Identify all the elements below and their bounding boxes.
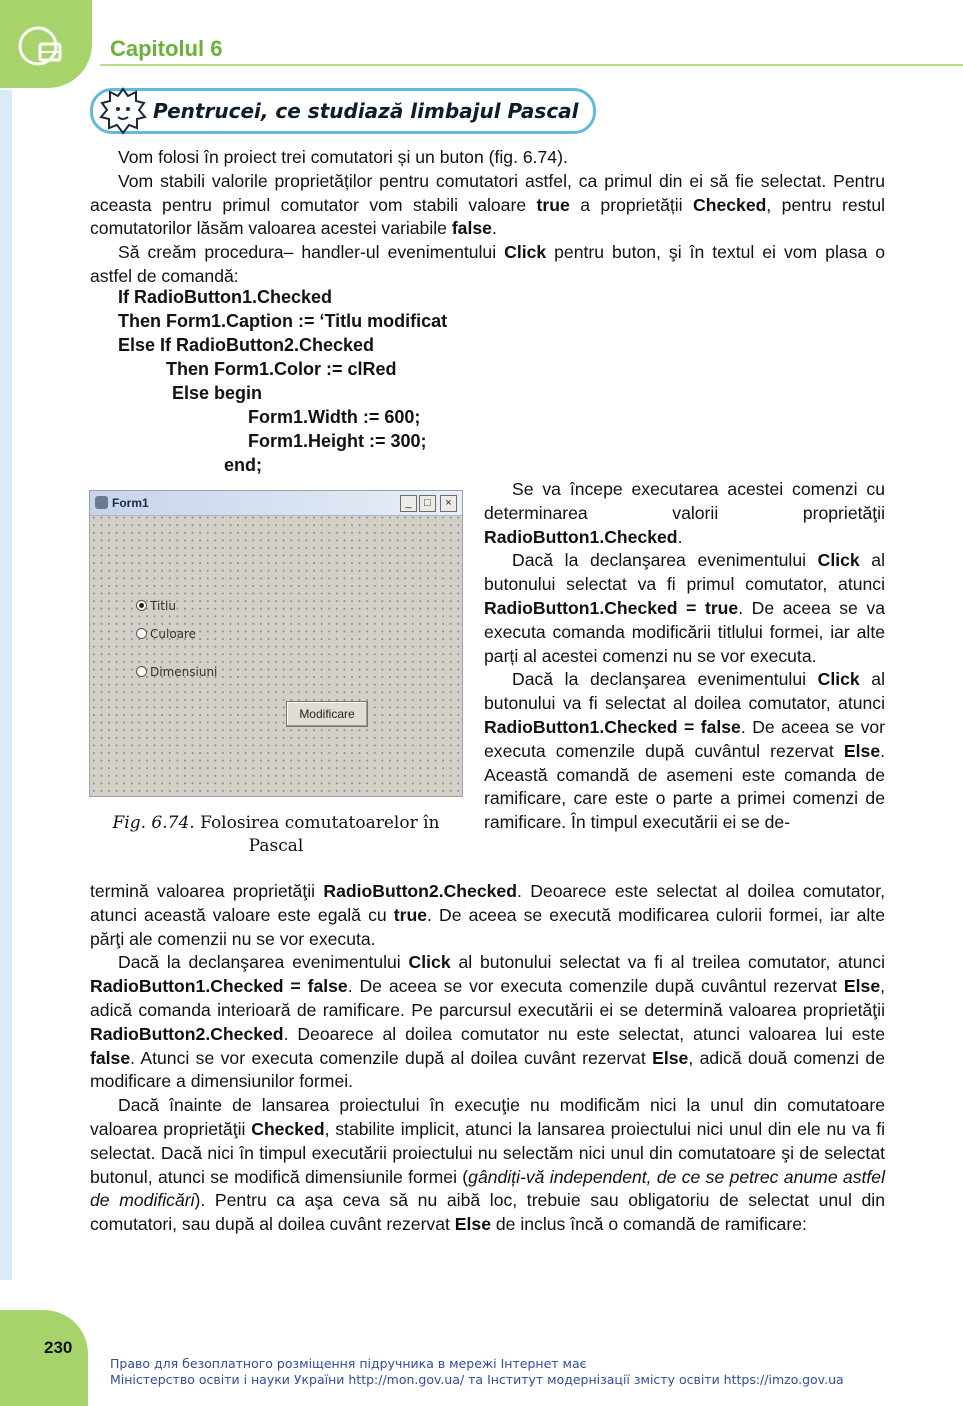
radio-empty-icon (136, 628, 147, 639)
paragraph: Dacă la declanşarea evenimentului Click al butonului selectat va fi al treilea comutator, atunci RadioButton1.Checked = false. De aceea se vor executa comenzile după cuvântul rezervat Else, adică comanda interioară de ramificare. Pe parcursul executării ei se determină valoarea proprietăţii RadioButton2.Checked. Deoarece al doilea comutator nu este selectat, atunci valoarea lui este false. Atunci se vor executa comenzile după al doilea cuvânt rezervat Else, adică două comenzi de modificare a dimensiunilor formei. (90, 952, 885, 1092)
close-icon[interactable]: × (440, 495, 457, 512)
section-title: Pentrucei, ce studiază limbajul Pascal (153, 99, 579, 123)
caption-number: Fig. 6.74. (112, 813, 195, 833)
paragraph: Să creăm procedura– handler-ul evenimentului Click pentru buton, şi în textul ei vom plasa o astfel de comandă: (90, 242, 885, 286)
page-number: 230 (44, 1338, 73, 1357)
radio-label: Titlu (150, 599, 176, 613)
code-line: Form1.Width := 600; (248, 407, 421, 427)
radio-empty-icon (136, 666, 147, 677)
minimize-icon[interactable]: _ (400, 495, 417, 512)
radio-selected-icon (136, 600, 147, 611)
section-banner (90, 88, 596, 134)
chapter-title: Capitolul 6 (110, 36, 223, 61)
modificare-button[interactable]: Modificare (286, 701, 368, 727)
footer-line: Міністерство освіти і науки України http://mon.gov.ua/ та Інститут модернізації змісту освіти https://imzo.gov.ua (110, 1372, 844, 1387)
chapter-corner-tab (0, 0, 92, 88)
app-icon (95, 496, 108, 509)
paragraph: Dacă la declanşarea evenimentului Click al butonului selectat va fi primul comutator, atunci RadioButton1.Checked = true. De aceea se va executa comanda modificării titlului formei, iar alte parți al acestei comenzi nu se vor executa. (484, 550, 885, 666)
footer-note (110, 1356, 844, 1388)
code-line: Form1.Height := 300; (248, 431, 427, 451)
form1-window (89, 490, 463, 797)
paragraph: Dacă la declanşarea evenimentului Click al butonului va fi selectat al doilea comutator, atunci RadioButton1.Checked = false. De aceea se vor executa comenzile după cuvântul rezervat Else. Această comandă de asemeni este comanda de ramificare, care este o parte a primei comenzi de ramificare. În timpul executării ei se de- (484, 669, 886, 833)
radio-titlu[interactable] (136, 599, 176, 613)
code-line: end; (224, 455, 262, 475)
radio-dimensiuni[interactable] (136, 665, 217, 679)
header-divider (100, 64, 963, 66)
radio-culoare[interactable] (136, 627, 196, 641)
paragraph: termină valoarea proprietăţii RadioButton2.Checked. Deoarece este selectat al doilea comutator, atunci această valoare este egală cu true. De aceea se execută modificarea culorii formei, iar alte părţi ale comenzii nu se vor executa. (90, 881, 885, 949)
caption-text: Folosirea comutatoarelor în Pascal (200, 813, 440, 856)
radio-label: Culoare (150, 627, 197, 641)
side-text (484, 478, 885, 835)
code-line: Else If RadioButton2.Checked (118, 335, 375, 355)
window-title: Form1 (112, 496, 149, 510)
margin-strip (0, 90, 12, 1280)
figure-caption (96, 812, 456, 858)
window-titlebar (90, 491, 462, 516)
code-line: If RadioButton1.Checked (118, 287, 333, 307)
paragraph: Vom folosi în proiect trei comutatori și un buton (fig. 6.74). (118, 147, 568, 167)
maximize-icon[interactable]: □ (419, 495, 436, 512)
chapter-icon (16, 22, 64, 70)
intro-text (90, 146, 885, 289)
lion-mascot-icon (97, 85, 149, 137)
code-line: Else begin (172, 383, 263, 403)
code-line: Then Form1.Color := clRed (166, 359, 397, 379)
paragraph: Vom stabili valorile proprietăților pentru comutatori astfel, ca primul din ei să fie selectat. Pentru aceasta pentru primul comutator vom stabili valoare true a proprietății Checked, pentru restul comutatorilor lăsăm valoarea acestei variabile false. (90, 170, 886, 239)
paragraph: Dacă înainte de lansarea proiectului în execuţie nu modificăm nici la unul din comutatoare valoarea proprietăţii Checked, stabilite implicit, atunci la lansarea proiectului nici unul din ele nu va fi selectat. Dacă nici în timpul executării proiectului nu selectăm nici unul din comutatoare şi de selectat butonul, atunci se modifică dimensiunile formei (gândiți-vă independent, de ce se petrec anume astfel de modificări). Pentru ca aşa ceva să nu aibă loc, trebuie sau obligatoriu de selectat unul din comutatori, sau după al doilea cuvânt rezervat Else de inclus încă o comandă de ramificare: (90, 1095, 885, 1235)
code-line: Then Form1.Caption := ‘Titlu modificat (118, 311, 448, 331)
page-corner-tab (0, 1310, 88, 1406)
radio-label: Dimensiuni (150, 665, 218, 679)
main-text (90, 880, 885, 1237)
paragraph: Se va începe executarea acestei comenzi cu determinarea valorii proprietăţii RadioButton1.Checked. (484, 479, 885, 547)
footer-line: Право для безоплатного розміщення підручника в мережі Інтернет має (110, 1356, 587, 1371)
